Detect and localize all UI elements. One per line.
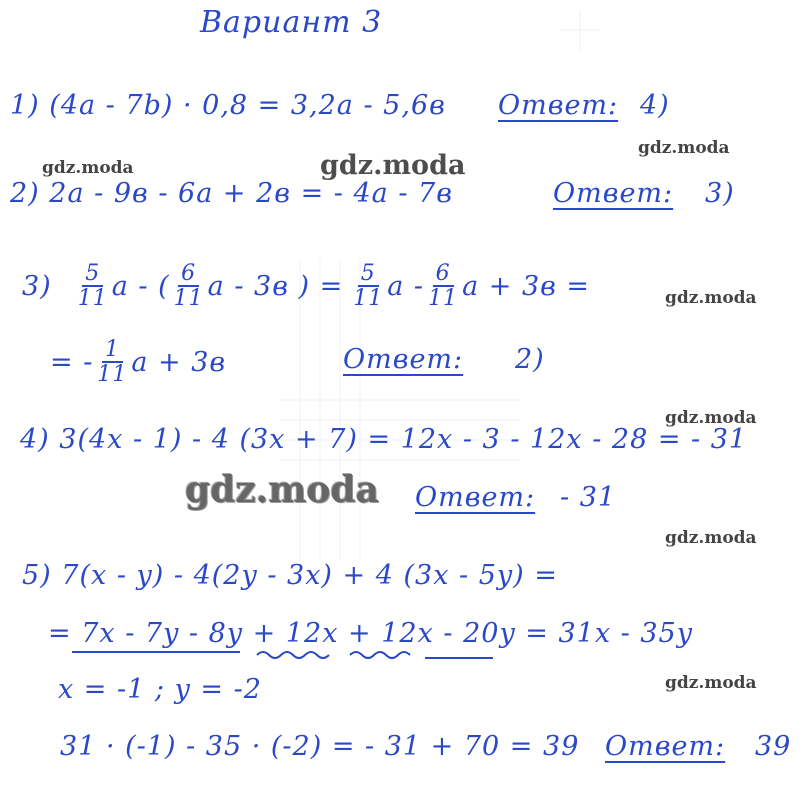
expression-part: a - [387, 270, 425, 302]
wavy-underline [255, 648, 495, 662]
fraction-numerator: 6 [433, 262, 454, 287]
fraction-numerator: 1 [102, 338, 123, 363]
answer-label-3: Ответ: [343, 344, 464, 375]
answer-label-4: Ответ: [415, 482, 536, 513]
problem-1: 1) (4a - 7b) · 0,8 = 3,2a - 5,6в [10, 90, 446, 121]
watermark: gdz.moda [185, 469, 379, 511]
fraction-denominator: 11 [77, 286, 108, 312]
expression-part: a - ( [111, 270, 170, 302]
answer-value-4: - 31 [560, 482, 617, 513]
problem-4: 4) 3(4x - 1) - 4 (3x + 7) = 12x - 3 - 12x - 28 = - 31 [20, 424, 748, 455]
fraction-5-11-b [353, 262, 383, 310]
expression-part: a - 3в ) = [207, 270, 344, 302]
answer-label-5: Ответ: [605, 731, 726, 762]
watermark: gdz.moda [42, 158, 134, 178]
watermark: gdz.moda [665, 288, 757, 308]
problem-5-substitution: x = -1 ; y = -2 [58, 674, 262, 705]
watermark: gdz.moda [665, 673, 757, 693]
problem-3-number: 3) [22, 270, 52, 302]
problem-3 [22, 262, 590, 310]
fraction-numerator: 5 [82, 262, 103, 287]
straight-underline [70, 648, 250, 662]
problem-5-expansion: = 7x - 7y - 8y + 12x + 12x - 20y = 31x - 35y [48, 618, 693, 649]
watermark: gdz.moda [665, 528, 757, 548]
expression-part: a + 3в [131, 346, 227, 378]
answer-value-5: 39 [755, 731, 792, 762]
page-title: Вариант 3 [200, 5, 383, 40]
answer-value-2: 3) [705, 178, 735, 209]
fraction-6-11-a [174, 262, 204, 310]
expression-part: = - [50, 346, 94, 378]
fraction-1-11 [97, 338, 127, 386]
watermark: gdz.moda [320, 150, 466, 181]
fraction-denominator: 11 [428, 286, 459, 312]
expression-part: a + 3в = [462, 270, 591, 302]
fraction-numerator: 5 [358, 262, 379, 287]
answer-value-1: 4) [640, 90, 670, 121]
fraction-denominator: 11 [97, 362, 128, 388]
fraction-denominator: 11 [353, 286, 384, 312]
problem-2: 2) 2a - 9в - 6a + 2в = - 4a - 7в [10, 178, 453, 209]
fraction-numerator: 6 [178, 262, 199, 287]
fraction-5-11-a [78, 262, 108, 310]
problem-5: 5) 7(x - y) - 4(2y - 3x) + 4 (3x - 5y) = [22, 560, 558, 591]
watermark: gdz.moda [638, 138, 730, 158]
answer-value-3: 2) [515, 344, 545, 375]
problem-3-continuation [50, 338, 226, 386]
answer-label-2: Ответ: [553, 178, 674, 209]
problem-5-evaluation: 31 · (-1) - 35 · (-2) = - 31 + 70 = 39 [60, 731, 580, 762]
fraction-6-11-b [428, 262, 458, 310]
fraction-denominator: 11 [173, 286, 204, 312]
watermark: gdz.moda [665, 408, 757, 428]
answer-label-1: Ответ: [498, 90, 619, 121]
